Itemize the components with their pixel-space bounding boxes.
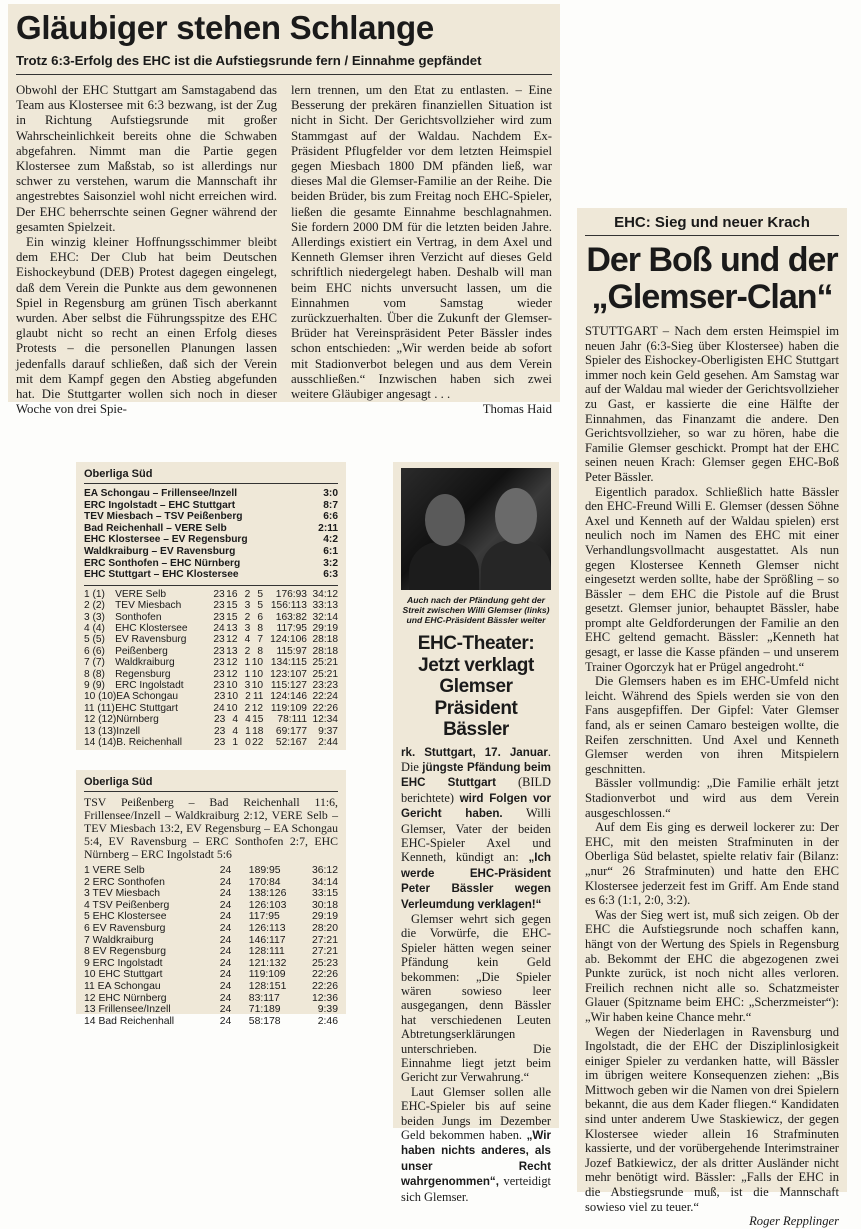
goals: 128:151: [248, 980, 287, 992]
team: Inzell: [116, 725, 141, 737]
points: 34:12: [312, 588, 339, 600]
team: 8 EV Regensburg: [84, 946, 167, 958]
games: 24: [219, 888, 232, 900]
points: 28:18: [312, 634, 339, 646]
team: VERE Selb: [115, 588, 167, 600]
games: 23: [213, 680, 225, 691]
match-pair: Waldkraiburg – EV Ravensburg: [84, 545, 236, 557]
losses: 18: [252, 725, 264, 737]
losses: 15: [252, 714, 264, 726]
games: 23: [213, 588, 225, 600]
team: 11 EA Schongau: [84, 980, 161, 992]
table-row: [84, 958, 338, 970]
points: 32:14: [312, 611, 339, 623]
games: 24: [219, 957, 232, 969]
table-row: [84, 634, 338, 645]
goals: 69:177: [275, 725, 308, 737]
match-pair: EA Schongau – Frillensee/Inzell: [84, 488, 238, 499]
team: 2 ERC Sonthofen: [84, 876, 165, 888]
games: 24: [219, 899, 232, 911]
points: 33:13: [312, 600, 339, 612]
goals: 170:84: [248, 876, 281, 888]
points: 28:20: [311, 922, 338, 934]
match-score: 2:11: [318, 522, 338, 534]
table-oberliga-sued-1: [76, 462, 346, 750]
team: 4 TSV Peißenberg: [84, 899, 170, 911]
table-row: [84, 923, 338, 935]
kicker: EHC: Sieg und neuer Krach: [585, 214, 839, 236]
team: 10 EHC Stuttgart: [84, 969, 163, 981]
losses: 10: [251, 680, 264, 691]
author: Thomas Haid: [482, 402, 552, 417]
goals: 163:82: [275, 611, 307, 623]
article-body: [401, 745, 551, 1205]
losses: 10: [251, 668, 264, 680]
games: 23: [213, 691, 226, 703]
wins: 4: [232, 714, 239, 726]
match-score: 3:0: [323, 488, 338, 499]
headline: Gläubiger stehen Schlange: [16, 9, 434, 46]
article-ehc-theater: [393, 462, 559, 1204]
rank: 6 (6): [84, 645, 105, 657]
team: 9 ERC Ingolstadt: [84, 957, 163, 969]
points: 23:23: [312, 680, 339, 691]
rank: 8 (8): [84, 668, 105, 680]
paragraph: Laut Glemser sollen alle EHC-Spieler bis auf seine beiden Jungs im Dezember Geld bekommen haben. „Wir haben nichts anderes, als unser Recht wahrgenommen“, verteidigt sich Glemser.: [401, 1084, 551, 1204]
table-row: [84, 935, 338, 947]
losses: 5: [257, 588, 264, 600]
match-row: [84, 488, 338, 500]
rank: 4 (4): [84, 622, 105, 634]
games: 24: [213, 702, 225, 714]
article-boss-glemser-clan: [577, 208, 847, 1229]
games: 24: [219, 946, 232, 958]
team: 3 TEV Miesbach: [84, 888, 161, 900]
table-row: [84, 714, 338, 725]
games: 24: [219, 1004, 232, 1016]
team: Regensburg: [115, 668, 171, 680]
table-row: [84, 589, 338, 600]
wins: 10: [226, 691, 239, 703]
match-pair: ERC Ingolstadt – EHC Stuttgart: [84, 499, 236, 511]
rank: 11 (11): [84, 702, 115, 714]
paragraph: Obwohl der EHC Stuttgart am Samstagabend das Team aus Klostersee mit 6:3 bezwang, ist der Zug in Richtung Aufstiegsrunde mit großer Wahrscheinlichkeit bereits ohne die Schwaben abgefahren. Nimmt man die Partie gegen Klostersee zum Maßstab, so ist allerdings nur schwer zu verstehen, warum die Mannschaft ihr angestrebtes Saisonziel wohl nicht erreichen wird. Der EHC beherrschte seinen Gegner während der gesamten Spielzeit.: [16, 83, 277, 234]
draws: 2: [244, 611, 251, 623]
games: 23: [213, 737, 226, 749]
table-row: [84, 680, 338, 691]
points: 33:15: [311, 888, 338, 900]
rank: 2 (2): [84, 600, 105, 612]
goals: 117:95: [276, 622, 307, 634]
rank: 5 (5): [84, 634, 105, 646]
match-results-text: TSV Peißenberg – Bad Reichenhall 11:6, Frillensee/Inzell – Waldkraiburg 2:12, VERE Selb – TEV Miesbach 13:2, EV Regensburg – EA Schongau 5:4, EV Ravensburg – ERC Sonthofen 2:7, EHC Nürnberg – ERC Ingolstadt 5:6: [84, 795, 338, 861]
goals: 58:178: [248, 1015, 281, 1027]
losses: 11: [252, 691, 264, 703]
games: 24: [219, 865, 232, 876]
match-row: [84, 534, 338, 546]
goals: 126:113: [248, 922, 286, 934]
goals: 121:132: [248, 957, 287, 969]
team: Peißenberg: [115, 645, 168, 657]
author: Roger Repplinger: [749, 1214, 839, 1229]
table-oberliga-sued-2: [76, 770, 346, 1027]
goals: 119:109: [248, 969, 286, 981]
games: 23: [213, 645, 225, 657]
games: 23: [213, 725, 226, 737]
goals: 124:106: [270, 634, 307, 646]
team: 1 VERE Selb: [84, 865, 145, 876]
team: EHC Klostersee: [115, 622, 188, 634]
team: Nürnberg: [116, 714, 159, 726]
paragraph: Ein winzig kleiner Hoffnungsschimmer bleibt dem EHC: Der Club hat beim Deutschen Eishockeybund (DEB) Protest dagegen eingelegt, daß dem Verein die Punkte aus dem gewonnenen Spiel in Regensburg am grünen Tisch aberkannt wurden. Aber selbst die Führungsspitze des EHC glaubt nicht so recht an einen Erfolg dieses Protests – die personellen Planungen lassen jedenfalls darauf schließen, daß sich der Verein mit dem Kampf gegen den Abstieg abgefunden hat. Die Stuttgarter wollen sich noch in dieser Woche von drei Spie-: [16, 235, 277, 417]
team: EHC Stuttgart: [115, 702, 178, 714]
match-score: 6:3: [323, 569, 338, 581]
games: 24: [219, 934, 232, 946]
team: 13 Frillensee/Inzell: [84, 1004, 171, 1016]
points: 25:21: [312, 657, 339, 669]
standings: [84, 589, 338, 749]
points: 29:19: [312, 622, 339, 634]
goals: 189:95: [248, 865, 281, 876]
headline: Der Boß und der „Glemser-Clan“: [586, 241, 838, 316]
team: 14 Bad Reichenhall: [84, 1015, 175, 1027]
press-photo: [401, 468, 551, 590]
wins: 16: [226, 588, 238, 600]
games: 24: [219, 992, 232, 1004]
points: 22:26: [311, 980, 338, 992]
table-row: [84, 1016, 338, 1028]
losses: 8: [257, 622, 264, 634]
losses: 12: [251, 702, 264, 714]
rank: 13 (13): [84, 725, 117, 737]
points: 34:14: [311, 876, 338, 888]
table-row: [84, 865, 338, 877]
losses: 22: [252, 737, 264, 749]
rank: 12 (12): [84, 714, 117, 726]
team: 12 EHC Nürnberg: [84, 992, 167, 1004]
goals: 156:113: [270, 600, 307, 612]
table-row: [84, 726, 338, 737]
team: EV Ravensburg: [115, 634, 187, 646]
games: 23: [213, 634, 225, 646]
games: 23: [213, 600, 225, 612]
draws: 2: [245, 691, 251, 703]
table-row: [84, 981, 338, 993]
match-row: [84, 511, 338, 523]
points: 2:44: [318, 737, 338, 749]
games: 23: [213, 657, 225, 669]
table-row: [84, 888, 338, 900]
match-row: [84, 500, 338, 512]
match-score: 8:7: [323, 499, 338, 511]
match-pair: EHC Stuttgart – EHC Klostersee: [84, 569, 239, 581]
paragraph: Was der Sieg wert ist, muß sich zeigen. Ob der EHC die Aufstiegsrunde noch schaffen kann, hängt von der Wertung des Spiels in Regensburg ab. Bekommt der EHC die abgezogenen zwei Punkte zurück, ist noch nicht alles verloren. Freilich rechnen nicht alle so. Schatzmeister Glauer (Spitzname beim EHC: „Scherzmeister“): „Wir haben keine Chance mehr.“: [585, 907, 839, 1024]
goals: 83:117: [248, 992, 280, 1004]
table-row: [84, 623, 338, 634]
wins: 12: [226, 668, 238, 680]
rank: 7 (7): [84, 657, 105, 669]
draws: 2: [244, 702, 251, 714]
losses: 5: [257, 600, 264, 612]
goals: 71:189: [248, 1004, 281, 1016]
match-pair: TEV Miesbach – TSV Peißenberg: [84, 511, 243, 523]
match-score: 6:6: [323, 511, 338, 523]
goals: 128:111: [248, 946, 285, 958]
draws: 4: [244, 634, 251, 646]
standings: [84, 865, 338, 1027]
paragraph: Auf dem Eis ging es derweil lockerer zu: Der EHC, mit den meisten Strafminuten in der Oberliga Süd belastet, spielte relativ fair (Bilanz: „nur“ 26 Strafminuten) und hatte den EHC Klostersee jederzeit fest im Griff. Am Ende stand es 6:3 (1:1, 2:0, 3:2).: [585, 820, 839, 908]
table-row: [84, 669, 338, 680]
points: 9:39: [317, 1004, 338, 1016]
goals: 115:127: [270, 680, 307, 691]
match-row: [84, 569, 338, 581]
table-row: [84, 946, 338, 958]
paragraph: Bässler vollmundig: „Die Familie erhält jetzt Stadionverbot und wird aus dem Verein ausgeschlossen.“: [585, 776, 839, 820]
points: 22:24: [312, 691, 338, 703]
losses: 6: [257, 611, 264, 623]
goals: 134:115: [270, 657, 307, 669]
table-title: Oberliga Süd: [84, 468, 338, 484]
losses: 8: [257, 645, 264, 657]
rank: 10 (10): [84, 691, 117, 703]
wins: 10: [226, 702, 238, 714]
draws: 3: [244, 622, 251, 634]
rank: 3 (3): [84, 611, 105, 623]
games: 24: [219, 911, 232, 923]
team: Waldkraiburg: [115, 657, 175, 669]
wins: 15: [226, 611, 238, 623]
draws: 3: [244, 680, 251, 691]
goals: 124:146: [270, 691, 308, 703]
paragraph: Glemser wehrt sich gegen die Vorwürfe, die EHC-Spieler hätten wegen seiner Pfändung kein Geld bekommen: „Die Spieler wären sowieso leer ausgegangen, denn Bässler hat verschiedenen Leuten Abtretungserklärungen unterschrieben. Die Einnahme liegt jetzt beim Gericht zur Verwahrung.“: [401, 911, 551, 1085]
team: B. Reichenhall: [116, 737, 182, 749]
games: 24: [219, 876, 232, 888]
paragraph: Die Glemsers haben es im EHC-Umfeld nicht leicht. Während des Spiels werden sie von den Fans ausgepfiffen. Der Gipfel: Vater Glemser fand, als er seinen Camaro besteigen wollte, die Reifen zerschnitten. Und Axel und Kenneth Glemser werden von ihren Mitspielern geschnitten.: [585, 674, 839, 776]
wins: 15: [226, 600, 238, 612]
rank: 1 (1): [84, 588, 105, 600]
table-row: [84, 900, 338, 912]
dateline: rk. Stuttgart, 17. Januar: [401, 745, 548, 759]
article-column-2: [291, 83, 552, 417]
points: 12:34: [312, 714, 338, 726]
wins: 4: [232, 725, 239, 737]
draws: 1: [245, 725, 251, 737]
table-row: [84, 612, 338, 623]
photo-caption: Auch nach der Pfändung geht der Streit zwischen Willi Glemser (links) und EHC-Präsident Bässler weiter: [402, 595, 550, 625]
points: 27:21: [311, 946, 338, 958]
points: 22:26: [311, 969, 338, 981]
table-row: [84, 646, 338, 657]
games: 24: [219, 1015, 232, 1027]
goals: 146:117: [248, 934, 286, 946]
table-row: [84, 969, 338, 981]
article-glaeubiger: [8, 4, 560, 417]
goals: 176:93: [275, 588, 307, 600]
wins: 12: [226, 634, 238, 646]
games: 24: [219, 969, 232, 981]
goals: 123:107: [270, 668, 307, 680]
points: 30:18: [311, 899, 338, 911]
team: 5 EHC Klostersee: [84, 911, 167, 923]
games: 24: [213, 622, 225, 634]
points: 27:21: [311, 934, 338, 946]
table-row: [84, 911, 338, 923]
table-row: [84, 600, 338, 611]
team: Sonthofen: [115, 611, 162, 623]
table-row: [84, 691, 338, 702]
wins: 1: [232, 737, 239, 749]
points: 25:21: [312, 668, 339, 680]
draws: 3: [244, 600, 251, 612]
table-row: [84, 737, 338, 748]
match-score: 6:1: [323, 545, 338, 557]
table-row: [84, 657, 338, 668]
match-score: 4:2: [323, 534, 338, 546]
draws: 2: [244, 645, 251, 657]
draws: 0: [245, 737, 251, 749]
paragraph: Wegen der Niederlagen in Ravensburg und Ingolstadt, die der EHC der Disziplinlosigkeit einiger Spieler zu verdanken hatte, will Bässler im übrigen weitere Konsequenzen ziehen: „Bis Mittwoch geben wir die Namen von drei Spielern bekannt, die aus dem Kader fliegen.“ Kandidaten sind unter anderem Uwe Staskiewicz, der gegen Klostersee wieder allein 16 Strafminuten kassierte, und der vorübergehende Interimstrainer Jozef Batkiewicz, der als dritter Ausländer nicht mehr benötigt wird. Bässler: „Falls der EHC in die Abstiegsrunde muß, ist die Mannschaft sowieso viel zu teuer.“: [585, 1024, 839, 1214]
match-pair: EHC Klostersee – EV Regensburg: [84, 534, 248, 546]
wins: 13: [226, 645, 238, 657]
match-pair: Bad Reichenhall – VERE Selb: [84, 522, 227, 534]
points: 25:23: [311, 957, 338, 969]
games: 23: [213, 611, 225, 623]
points: 9:37: [318, 725, 338, 737]
goals: 138:126: [248, 888, 287, 900]
wins: 12: [226, 657, 238, 669]
subline: Trotz 6:3-Erfolg des EHC ist die Aufstiegsrunde fern / Einnahme gepfändet: [16, 53, 552, 75]
rank: 9 (9): [84, 680, 105, 691]
match-pair: ERC Sonthofen – EHC Nürnberg: [84, 557, 241, 569]
table-row: [84, 877, 338, 889]
points: 36:12: [311, 865, 338, 876]
article-column-1: [16, 83, 277, 417]
goals: 126:103: [248, 899, 287, 911]
match-row: [84, 558, 338, 570]
team: TEV Miesbach: [115, 600, 182, 612]
table-row: [84, 703, 338, 714]
goals: 115:97: [276, 645, 307, 657]
headline: EHC-Theater: Jetzt verklagt Glemser Präsident Bässler: [417, 633, 535, 740]
games: 23: [213, 668, 225, 680]
wins: 13: [226, 622, 238, 634]
table-row: [84, 993, 338, 1005]
table-row: [84, 1004, 338, 1016]
losses: 10: [251, 657, 264, 669]
paragraph: rk. Stuttgart, 17. Januar. Die jüngste Pfändung beim EHC Stuttgart (BILD berichtete) wird Folgen vor Gericht haben. Willi Glemser, Vater der beiden EHC-Spieler Axel und Kenneth, kündigt an: „Ich werde EHC-Präsident Peter Bässler wegen Verleumdung verklagen!“: [401, 744, 551, 911]
rank: 14 (14): [84, 737, 117, 749]
team: 7 Waldkraiburg: [84, 934, 154, 946]
points: 28:18: [312, 645, 339, 657]
goals: 117:95: [248, 911, 280, 923]
goals: 119:109: [270, 702, 307, 714]
goals: 52:167: [275, 737, 308, 749]
match-row: [84, 523, 338, 535]
games: 24: [219, 922, 232, 934]
points: 29:19: [311, 911, 338, 923]
article-body: [585, 324, 839, 1229]
points: 2:46: [317, 1015, 338, 1027]
team: 6 EV Ravensburg: [84, 922, 166, 934]
losses: 7: [257, 634, 264, 646]
paragraph: STUTTGART – Nach dem ersten Heimspiel im neuen Jahr (6:3-Sieg über Klostersee) haben die Spieler des Eishockey-Oberligisten EHC Stuttgart immer noch kein Geld gesehen. Am Samstag war auf der Waldau mal wieder der Gerichtsvollzieher zu Gast, er kassierte die eine Hälfte der Einnahmen, das Finanzamt die andere. Den Gerichtsvollzieher, so war zu hören, habe die Familie Glemser geschickt. Prompt hat der EHC seinen neuen Krach: Glemser gegen EHC-Boß Peter Bässler.: [585, 324, 839, 484]
table-title: Oberliga Süd: [84, 776, 338, 792]
games: 23: [213, 714, 226, 726]
match-results: [84, 488, 338, 581]
team: ERC Ingolstadt: [115, 680, 184, 691]
draws: 2: [244, 588, 251, 600]
games: 24: [219, 980, 232, 992]
draws: 1: [244, 657, 251, 669]
draws: 4: [245, 714, 251, 726]
match-row: [84, 546, 338, 558]
points: 22:26: [312, 702, 339, 714]
team: EA Schongau: [116, 691, 179, 703]
match-score: 3:2: [323, 557, 338, 569]
points: 12:36: [311, 992, 338, 1004]
draws: 1: [244, 668, 251, 680]
wins: 10: [226, 680, 238, 691]
paragraph: lern trennen, um den Etat zu entlasten. – Eine Besserung der prekären finanziellen Situation ist nicht in Sicht. Der Gerichtsvollzieher wird zum Stammgast auf der Waldau. Nachdem Ex-Präsident Pflugfelder vor dem letzten Heimspiel gegen Miesbach 1800 DM pfänden ließ, war dieses Mal die Glemser-Familie an der Reihe. Die beiden Brüder, bis zum Freitag noch EHC-Spieler, ließen die gesamte Einnahme beschlagnahmen. Sie fordern 2000 DM für die letzten beiden Jahre. Allerdings existiert ein Vertrag, in dem Axel und Kenneth Glemser ihren Verzicht auf dieses Geld schriftlich niedergelegt haben. Deshalb will man beim EHC nichts unversucht lassen, um die Einnahmen vom Samstag wieder zurückzuerhalten. Über die Zukunft der Glemser-Brüder hat Vereinspräsident Peter Bässler indes schon entschieden: „Wir werden beide ab sofort mit Stadionverbot belegen und aus dem Verein ausschließen.“ Inzwischen haben sich zwei weitere Gläubiger angesagt . . .: [291, 83, 552, 402]
paragraph: Eigentlich paradox. Schließlich hatte Bässler den EHC-Freund Willi E. Glemser (dessen Söhne Axel und Kenneth auf der Waldau spielen) erst neulich noch im Namen des EHC mit einer Verhandlungsvollmacht ausgestattet. Als nun gegen Klostersee Kenneth Glemser nicht eingesetzt werden sollte, habe der Sprößling – so Bässler – dem EHC die Pistole auf die Brust gesetzt. Glemser junior, behauptet Bässler, habe prompt alte Geldforderungen der Familie an den EHC geltend gemacht. Bässler: „Kenneth hat gesagt, er lasse die Kasse pfänden – und unserem Trainer Ogorczyk hat er Prügel angedroht.“: [585, 484, 839, 674]
goals: 78:111: [277, 714, 308, 726]
